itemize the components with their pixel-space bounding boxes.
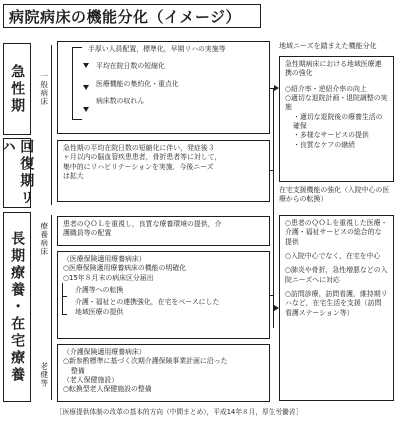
longterm3-line-3: 整備	[71, 366, 85, 375]
medical-insurance-ward-box	[57, 251, 270, 339]
longterm-to-right-connector	[270, 295, 274, 296]
right-column-title: 地域ニーズを踏まえた機能分化	[279, 42, 377, 50]
stage-longterm-label: 長期療養・在宅療養	[3, 212, 31, 402]
longterm3-line-1: （介護保険適用療養病床）	[63, 348, 146, 356]
longterm3-line-5: ○転換型老人保健施設の整備	[63, 385, 152, 394]
conversion-branch-tick-1	[62, 296, 67, 297]
home-support-item-3: ○肺炎や骨折，急性増悪などの入院ニーズへに対応	[285, 266, 388, 284]
general-ward-bracket	[51, 45, 52, 205]
care-ward-bracket	[51, 215, 52, 400]
recovery-line-1: 急性期の平均在院日数の短縮化に伴い，発症後３	[63, 144, 215, 152]
conversion-branch-tick-2	[62, 314, 67, 315]
longterm3-line-4: （老人保健施設）	[63, 375, 119, 384]
longterm2-line-5: 介護・福祉との連携強化，在宅をベースにした	[75, 298, 220, 307]
acute-line-2: 平均在院日数の短縮化	[96, 62, 165, 71]
ward-elderly-label: 老健等	[39, 362, 49, 388]
acute-line-4: 病床数の収れん	[96, 96, 145, 105]
acute-line-3: 医療機能の集約化・重点化	[96, 79, 179, 88]
source-citation: ［医療提供体制の改革の基本的方向（中間まとめ），平成14年８月，厚生労働省］	[56, 408, 303, 416]
acute-arrow-1	[83, 63, 89, 68]
longterm1-line-2: 護職員等の配置	[63, 229, 112, 238]
longterm2-line-3: ○15年８月末の病床区分届出	[63, 273, 154, 282]
acute-flow-branch-1	[72, 47, 82, 48]
liaison-item-4: ・多様なサービスの提供	[293, 131, 369, 140]
longterm2-line-4: 介護等への転換	[75, 285, 124, 294]
longterm2-line-1: （医療保険適用療養病床）	[63, 255, 146, 263]
home-support-box	[279, 215, 394, 401]
acute-line-1: 手厚い人員配置，標準化，早期リハの実施等	[88, 45, 226, 53]
home-support-item-4: ○訪問診療，訪問看護，維持期リハなど，在宅生活を支援（訪問看護ステーション等）	[285, 289, 388, 317]
ward-general-label: 一般病床	[39, 72, 49, 106]
home-support-item-2: ○入院中心でなく，在宅を中心	[285, 251, 381, 260]
longterm1-line-1: 患者のＱＯＬを重視し，良質な療養環境の提供，介	[63, 220, 222, 228]
acute-arrow-3	[83, 107, 89, 112]
home-support-item-1: ○患者のＱＯＬを重視した医療・介護・福祉サービスの総合的な提供	[285, 219, 388, 246]
conversion-branch-line	[62, 283, 63, 314]
longterm2-line-6: 地域医療の提供	[75, 307, 124, 316]
liaison-box-title: 急性期病床における地域医療連携の強化	[285, 60, 382, 78]
recovery-to-right-connector	[270, 170, 274, 171]
longterm2-line-2: ○医療保険適用療養病床の機能の明確化	[63, 264, 187, 273]
recovery-line-3: 集中的にリハビリテーションを実施．今後ニーズ	[63, 162, 214, 171]
liaison-item-2: ○適切な退院計画・退院調整の実施	[285, 93, 388, 112]
recovery-line-2: ヶ月以内の脳血管疾患患者，骨折患者等に対して，	[63, 153, 222, 162]
acute-flow-branch-2	[72, 119, 82, 120]
longterm3-line-2: ○新参酌標準に基づく次期介護保険事業計画に沿った	[63, 357, 228, 366]
diagram-title: 病院病床の機能分化（イメージ）	[3, 4, 261, 28]
acute-arrow-2	[83, 85, 89, 90]
acute-liaison-box	[279, 56, 394, 182]
liaison-item-1: ○紹介率・逆紹介率の向上	[285, 84, 367, 93]
acute-flow-line	[72, 47, 73, 119]
liaison-item-5: ・良質なケアの継続	[293, 140, 356, 149]
stage-recovery-label: 回復期リハ	[0, 139, 35, 207]
liaison-item-3: ・適切な退院後の療養生活の確保	[293, 112, 383, 130]
care-insurance-ward-box	[57, 344, 270, 402]
recovery-rehab-box	[57, 140, 270, 202]
longterm-qol-box	[57, 216, 270, 246]
home-support-heading: 在宅支援機能の強化（入院中心の医療からの転換）	[279, 186, 390, 203]
right-trunk-line	[273, 88, 274, 328]
stage-acute-label: 急性期	[3, 43, 31, 135]
ward-medical-care-label: 療養病床	[39, 222, 49, 256]
recovery-line-4: は拡大	[63, 171, 84, 180]
